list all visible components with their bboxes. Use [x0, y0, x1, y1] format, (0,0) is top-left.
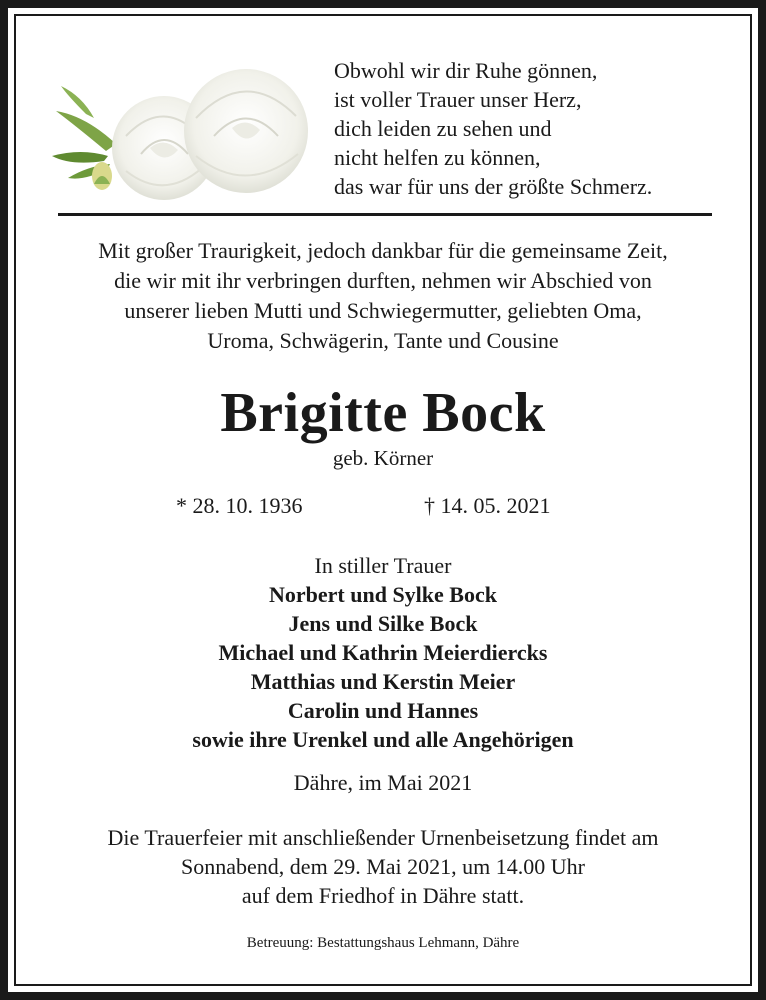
mourner-line: Norbert und Sylke Bock	[269, 582, 497, 607]
funeral-line: Sonnabend, dem 29. Mai 2021, um 14.00 Uhr	[181, 854, 585, 879]
place-date: Dähre, im Mai 2021	[293, 770, 473, 795]
poem-line: nicht helfen zu können,	[334, 145, 541, 170]
intro-line: unserer lieben Mutti und Schwiegermutter, geliebten Oma,	[124, 298, 642, 323]
mourner-line: sowie ihre Urenkel und alle Angehörigen	[192, 727, 574, 752]
poem-line: dich leiden zu sehen und	[334, 116, 552, 141]
funeral-line: Die Trauerfeier mit anschließender Urnenbeisetzung findet am	[107, 825, 659, 850]
inner-border	[14, 14, 752, 986]
maiden-name: geb. Körner	[332, 446, 434, 470]
intro-line: Mit großer Traurigkeit, jedoch dankbar für die gemeinsame Zeit,	[98, 238, 668, 263]
intro-text	[16, 236, 750, 356]
birth-date: * 28. 10. 1936	[176, 493, 303, 518]
funeral-line: auf dem Friedhof in Dähre statt.	[241, 883, 525, 908]
mourner-line: Jens und Silke Bock	[288, 611, 478, 636]
poem-line: das war für uns der größte Schmerz.	[334, 174, 653, 199]
poem-line: Obwohl wir dir Ruhe gönnen,	[334, 58, 598, 83]
intro-line: Uroma, Schwägerin, Tante und Cousine	[207, 328, 559, 353]
mourner-line: Matthias und Kerstin Meier	[250, 669, 516, 694]
deceased-name: Brigitte Bock	[220, 382, 546, 444]
outer-frame	[8, 8, 758, 992]
death-date: † 14. 05. 2021	[424, 493, 551, 518]
mourner-line: Carolin und Hannes	[287, 698, 479, 723]
poem-line: ist voller Trauer unser Herz,	[334, 87, 582, 112]
mourner-line: Michael und Kathrin Meierdiercks	[218, 640, 548, 665]
white-roses-image	[46, 56, 316, 216]
divider-rule	[58, 213, 712, 216]
mourners-list	[16, 580, 750, 754]
poem	[334, 56, 734, 201]
intro-line: die wir mit ihr verbringen durften, nehmen wir Abschied von	[114, 268, 652, 293]
funeral-home-credit: Betreuung: Bestattungshaus Lehmann, Dähre	[246, 935, 520, 951]
funeral-info	[16, 823, 750, 910]
mourning-intro: In stiller Trauer	[314, 553, 452, 578]
